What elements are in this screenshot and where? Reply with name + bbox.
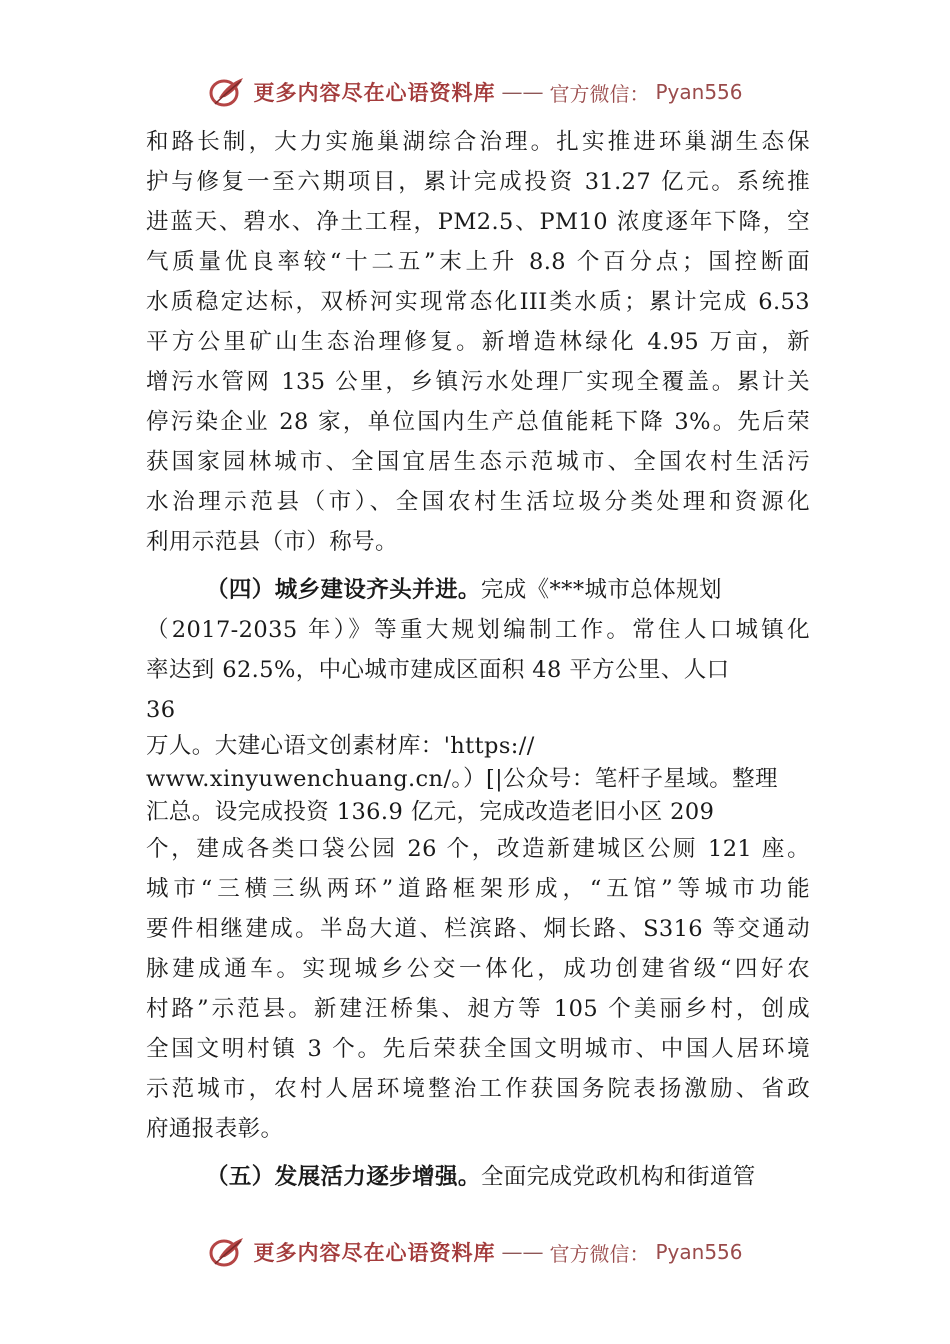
text-line: （2017-2035 年）》等重大规划编制工作。常住人口城镇化: [146, 617, 810, 643]
text-line: 停污染企业 28 家，单位国内生产总值能耗下降 3%。先后荣: [146, 409, 810, 435]
banner-separator: ——: [501, 1240, 544, 1264]
banner-wechat-id: Pyan556: [655, 1240, 743, 1264]
section-5: [146, 1157, 810, 1197]
text-line: 护与修复一至六期项目，累计完成投资 31.27 亿元。系统推: [146, 169, 810, 195]
banner-wechat-id: Pyan556: [655, 80, 743, 104]
header-banner: [0, 72, 950, 112]
text-line: 气质量优良率较“十二五”末上升 8.8 个百分点；国控断面: [146, 249, 810, 275]
section-5-first-line: [146, 1157, 810, 1197]
text-line: 增污水管网 135 公里，乡镇污水处理厂实现全覆盖。累计关: [146, 369, 810, 395]
text-line: 脉建成通车。实现城乡公交一体化，成功创建省级“四好农: [146, 956, 810, 982]
banner-title: 更多内容尽在心语资料库: [253, 80, 496, 105]
section-3-tail: [146, 122, 810, 562]
text-line: 万人。大建心语文创素材库：'https://: [146, 733, 535, 759]
leaf-logo-icon: [207, 74, 247, 110]
footer-banner: [0, 1232, 950, 1272]
text-line: 36: [146, 697, 176, 723]
banner-wechat-label: 官方微信：: [549, 1241, 650, 1266]
text-line: 进蓝天、碧水、净土工程，PM2.5、PM10 浓度逐年下降，空: [146, 209, 810, 235]
text-line: 平方公里矿山生态治理修复。新增造林绿化 4.95 万亩，新: [146, 329, 810, 355]
text-line: 全国文明村镇 3 个。先后荣获全国文明城市、中国人居环境: [146, 1036, 810, 1062]
banner-separator: ——: [501, 80, 544, 104]
text-line: 府通报表彰。: [146, 1116, 284, 1142]
leaf-logo-icon: [207, 1234, 247, 1270]
text-line: 示范城市，农村人居环境整治工作获国务院表扬激励、省政: [146, 1076, 810, 1102]
text-line: 个，建成各类口袋公园 26 个，改造新建城区公厕 121 座。: [146, 836, 810, 862]
text-line: 和路长制，大力实施巢湖综合治理。扎实推进环巢湖生态保: [146, 129, 810, 155]
section-4: [146, 570, 810, 1149]
text-fragment: 完成《***城市总体规划: [480, 577, 722, 603]
section-4-heading: （四）城乡建设齐头并进。: [206, 577, 481, 603]
text-line: 水治理示范县（市）、全国农村生活垃圾分类处理和资源化: [146, 489, 810, 515]
section-4-first-line: [146, 570, 810, 610]
text-line: 城市“三横三纵两环”道路框架形成，“五馆”等城市功能: [146, 876, 810, 902]
text-line: 村路”示范县。新建汪桥集、昶方等 105 个美丽乡村，创成: [146, 996, 810, 1022]
document-body: [146, 122, 810, 1197]
text-fragment: 全面完成党政机构和街道管: [480, 1164, 756, 1190]
section-5-heading: （五）发展活力逐步增强。: [206, 1164, 481, 1190]
text-line: 率达到 62.5%，中心城市建成区面积 48 平方公里、人口: [146, 657, 730, 683]
text-line: 要件相继建成。半岛大道、栏滨路、烔长路、S316 等交通动: [146, 916, 810, 942]
text-line: 获国家园林城市、全国宜居生态示范城市、全国农村生活污: [146, 449, 810, 475]
text-line: 水质稳定达标，双桥河实现常态化III类水质；累计完成 6.53: [146, 289, 810, 315]
banner-title: 更多内容尽在心语资料库: [253, 1240, 496, 1265]
banner-wechat-label: 官方微信：: [549, 81, 650, 106]
text-line: www.xinyuwenchuang.cn/。）[|公众号：笔杆子星域。整理: [146, 766, 778, 792]
text-line: 汇总。设完成投资 136.9 亿元，完成改造老旧小区 209: [146, 799, 715, 825]
text-line: 利用示范县（市）称号。: [146, 529, 398, 555]
